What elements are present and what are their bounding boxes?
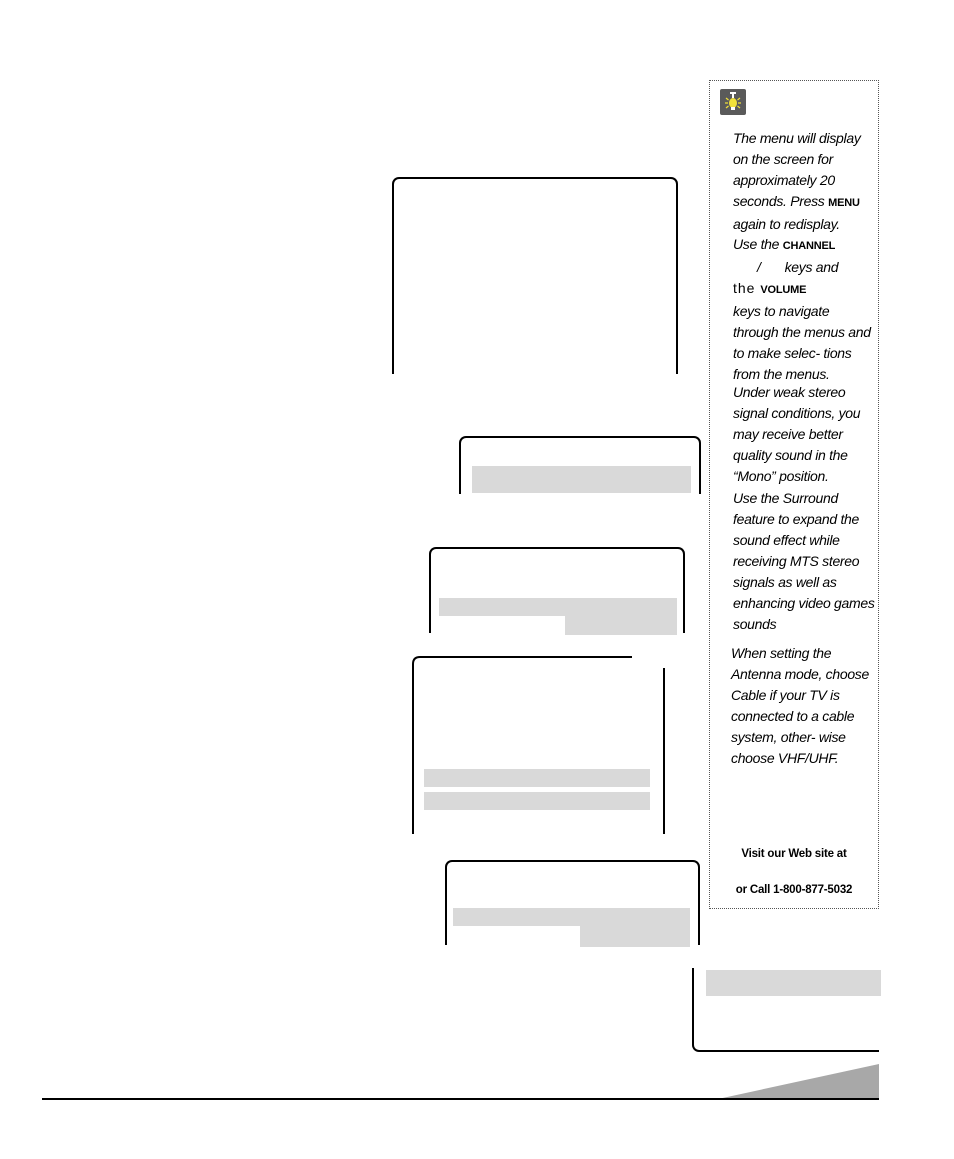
tips-sidebar [709,80,879,909]
menu-screen-antenna [445,860,700,945]
footer-wedge [718,1064,879,1100]
menu-highlight-value [565,616,677,635]
menu-screen-surround [411,654,667,834]
tip-mono-sound: Under weak stereo signal conditions, you may receive better quality sound in the “Mono” position. [733,384,861,484]
menu-screen-stereo [429,547,685,633]
tip-text: The menu will display on the screen for approximately 20 seconds. Press [733,130,861,209]
menu-screen-main [392,177,678,374]
menu-highlight-value [580,926,690,947]
key-separator: / [757,259,761,275]
tip-text: Use the [733,236,783,252]
menu-key-label: MENU [828,197,860,209]
tip-text: again to redisplay. [733,216,840,232]
menu-highlight-bar [706,970,881,996]
menu-screen-audio [459,436,701,494]
menu-highlight-bar-2 [424,792,650,810]
menu-screen-partial [692,968,879,1052]
phone-line: or Call 1-800-877-5032 [735,884,853,896]
channel-key-label: CHANNEL [782,240,836,252]
tip-surround: Use the Surround feature to expand the sound effect while receiving MTS stereo signals as well as enhancing video games sounds [733,490,875,632]
lightbulb-icon [720,89,746,115]
menu-highlight-bar [424,769,650,787]
volume-key-label: VOLUME [760,284,807,296]
tip-navigation-keys [733,234,875,385]
website-line: Visit our Web site at [741,848,847,860]
footer-rule [42,1098,879,1100]
tip-menu-timeout [733,128,875,235]
menu-highlight-bar [453,908,690,926]
menu-highlight-bar [472,466,691,493]
tip-text: keys and [784,259,839,275]
tip-antenna-mode: When setting the Antenna mode, choose Cable if your TV is connected to a cable system, other- wise choose VHF/UHF. [731,645,869,766]
menu-highlight-bar [439,598,677,616]
tip-text: the [733,280,761,296]
tip-text: keys to navigate through the menus and to make selec- tions from the menus. [733,303,871,382]
